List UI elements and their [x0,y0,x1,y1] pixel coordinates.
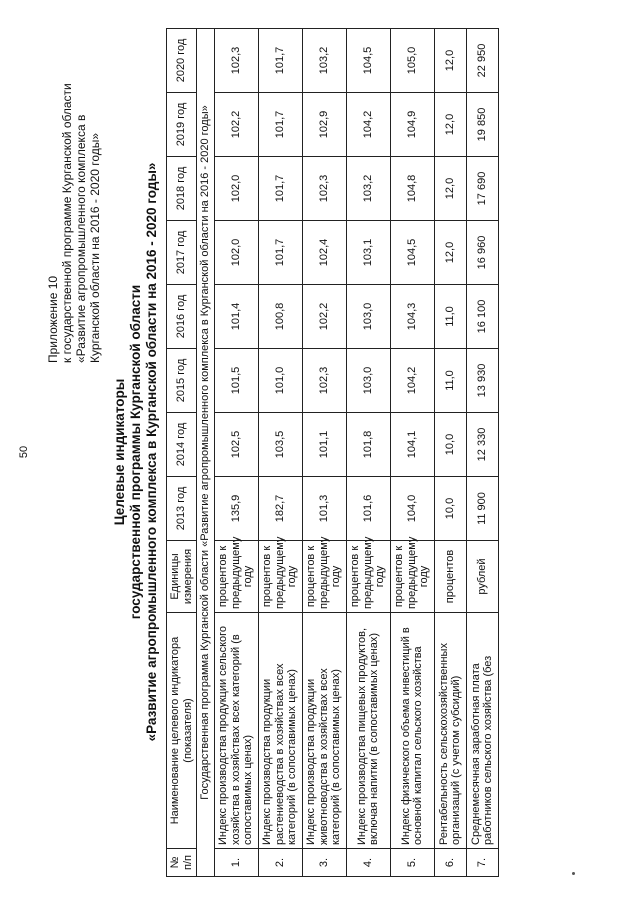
title-line: государственной программы Курганской области [128,284,143,620]
header-year: 2020 год [167,29,197,93]
header-year: 2019 год [167,93,197,157]
indicator-unit: рублей [466,541,498,613]
value-cell: 104,3 [390,285,434,349]
document-title [112,21,160,883]
value-cell: 102,2 [302,285,346,349]
value-cell: 104,5 [346,29,390,93]
header-year: 2017 год [167,221,197,285]
header-year: 2014 год [167,413,197,477]
value-cell: 102,4 [302,221,346,285]
value-cell: 12,0 [434,221,466,285]
value-cell: 182,7 [258,477,302,541]
value-cell: 104,1 [390,413,434,477]
value-cell: 103,0 [346,285,390,349]
header-unit: Единицы измерения [167,541,197,613]
value-cell: 104,5 [390,221,434,285]
row-num: 7. [466,849,498,877]
indicator-unit: процентов к предыдущему году [214,541,258,613]
value-cell: 104,2 [390,349,434,413]
value-cell: 17 690 [466,157,498,221]
value-cell: 10,0 [434,477,466,541]
value-cell: 101,6 [346,477,390,541]
value-cell: 103,2 [302,29,346,93]
appendix-line: «Развитие агропромышленного комплекса в [74,114,88,363]
table-row [214,29,258,877]
value-cell: 102,3 [302,157,346,221]
indicator-unit: процентов к предыдущему году [390,541,434,613]
value-cell: 103,5 [258,413,302,477]
value-cell: 101,7 [258,221,302,285]
indicators-table [166,28,499,877]
program-title-cell: Государственная программа Курганской области «Развитие агропромышленного комплекса в Курганской области на 2016 - 2020 годы» [197,29,215,877]
value-cell: 12,0 [434,157,466,221]
value-cell: 101,5 [214,349,258,413]
table-row [434,29,466,877]
value-cell: 12 330 [466,413,498,477]
value-cell: 104,8 [390,157,434,221]
value-cell: 11,0 [434,349,466,413]
value-cell: 135,9 [214,477,258,541]
value-cell: 101,3 [302,477,346,541]
row-num: 6. [434,849,466,877]
value-cell: 19 850 [466,93,498,157]
header-year: 2013 год [167,477,197,541]
value-cell: 13 930 [466,349,498,413]
header-num: № п/п [167,849,197,877]
title-line: «Развитие агропромышленного комплекса в Курганской области на 2016 - 2020 годы» [144,162,159,742]
program-row [197,29,215,877]
value-cell: 102,2 [214,93,258,157]
value-cell: 103,2 [346,157,390,221]
row-num: 3. [302,849,346,877]
indicator-name: Индекс производства продукции животноводства в хозяйствах всех категорий (в сопоставимых ценах) [302,613,346,849]
indicator-name: Индекс производства продукции сельского хозяйства в хозяйствах всех категорий (в сопоставимых ценах) [214,613,258,849]
value-cell: 104,2 [346,93,390,157]
value-cell: 104,0 [390,477,434,541]
table-row [302,29,346,877]
appendix-line: Приложение 10 [46,275,60,363]
header-year: 2016 год [167,285,197,349]
table-row [466,29,498,877]
value-cell: 11 900 [466,477,498,541]
table-row [346,29,390,877]
value-cell: 104,9 [390,93,434,157]
row-num: 5. [390,849,434,877]
value-cell: 105,0 [390,29,434,93]
indicator-unit: процентов к предыдущему году [302,541,346,613]
value-cell: 101,4 [214,285,258,349]
indicator-unit: процентов к предыдущему году [258,541,302,613]
appendix-line: к государственной программе Курганской области [60,83,74,363]
appendix-block [46,23,102,363]
table-header-row [167,29,197,877]
header-year: 2018 год [167,157,197,221]
value-cell: 16 960 [466,221,498,285]
value-cell: 101,7 [258,93,302,157]
value-cell: 102,0 [214,157,258,221]
value-cell: 22 950 [466,29,498,93]
value-cell: 103,1 [346,221,390,285]
value-cell: 103,0 [346,349,390,413]
indicator-name: Индекс производства пищевых продуктов, включая напитки (в сопоставимых ценах) [346,613,390,849]
appendix-line: Курганской области на 2016 - 2020 годы» [88,132,102,363]
rotated-document-page [12,21,628,883]
value-cell: 16 100 [466,285,498,349]
value-cell: 12,0 [434,93,466,157]
indicator-unit: процентов к предыдущему году [346,541,390,613]
table-row [390,29,434,877]
value-cell: 101,8 [346,413,390,477]
value-cell: 11,0 [434,285,466,349]
value-cell: 10,0 [434,413,466,477]
value-cell: 101,1 [302,413,346,477]
value-cell: 101,7 [258,29,302,93]
row-num: 2. [258,849,302,877]
header-name: Наименование целевого индикатора (показателя) [167,613,197,849]
indicator-name: Среднемесячная заработная плата работников сельского хозяйства (без [466,613,498,849]
value-cell: 101,0 [258,349,302,413]
header-year: 2015 год [167,349,197,413]
value-cell: 102,0 [214,221,258,285]
value-cell: 101,7 [258,157,302,221]
title-line: Целевые индикаторы [112,378,127,526]
indicator-name: Индекс производства продукции растениеводства в хозяйствах всех категорий (в сопоставимых ценах) [258,613,302,849]
value-cell: 12,0 [434,29,466,93]
value-cell: 102,3 [302,349,346,413]
value-cell: 102,9 [302,93,346,157]
value-cell: 102,5 [214,413,258,477]
indicator-unit: процентов [434,541,466,613]
value-cell: 100,8 [258,285,302,349]
page-number: 50 [18,445,30,459]
table-row [258,29,302,877]
scan-speck [572,872,575,875]
indicator-name: Рентабельность сельскохозяйственных организаций (с учетом субсидий) [434,613,466,849]
row-num: 1. [214,849,258,877]
indicator-name: Индекс физического объема инвестиций в основной капитал сельского хозяйства [390,613,434,849]
value-cell: 102,3 [214,29,258,93]
row-num: 4. [346,849,390,877]
